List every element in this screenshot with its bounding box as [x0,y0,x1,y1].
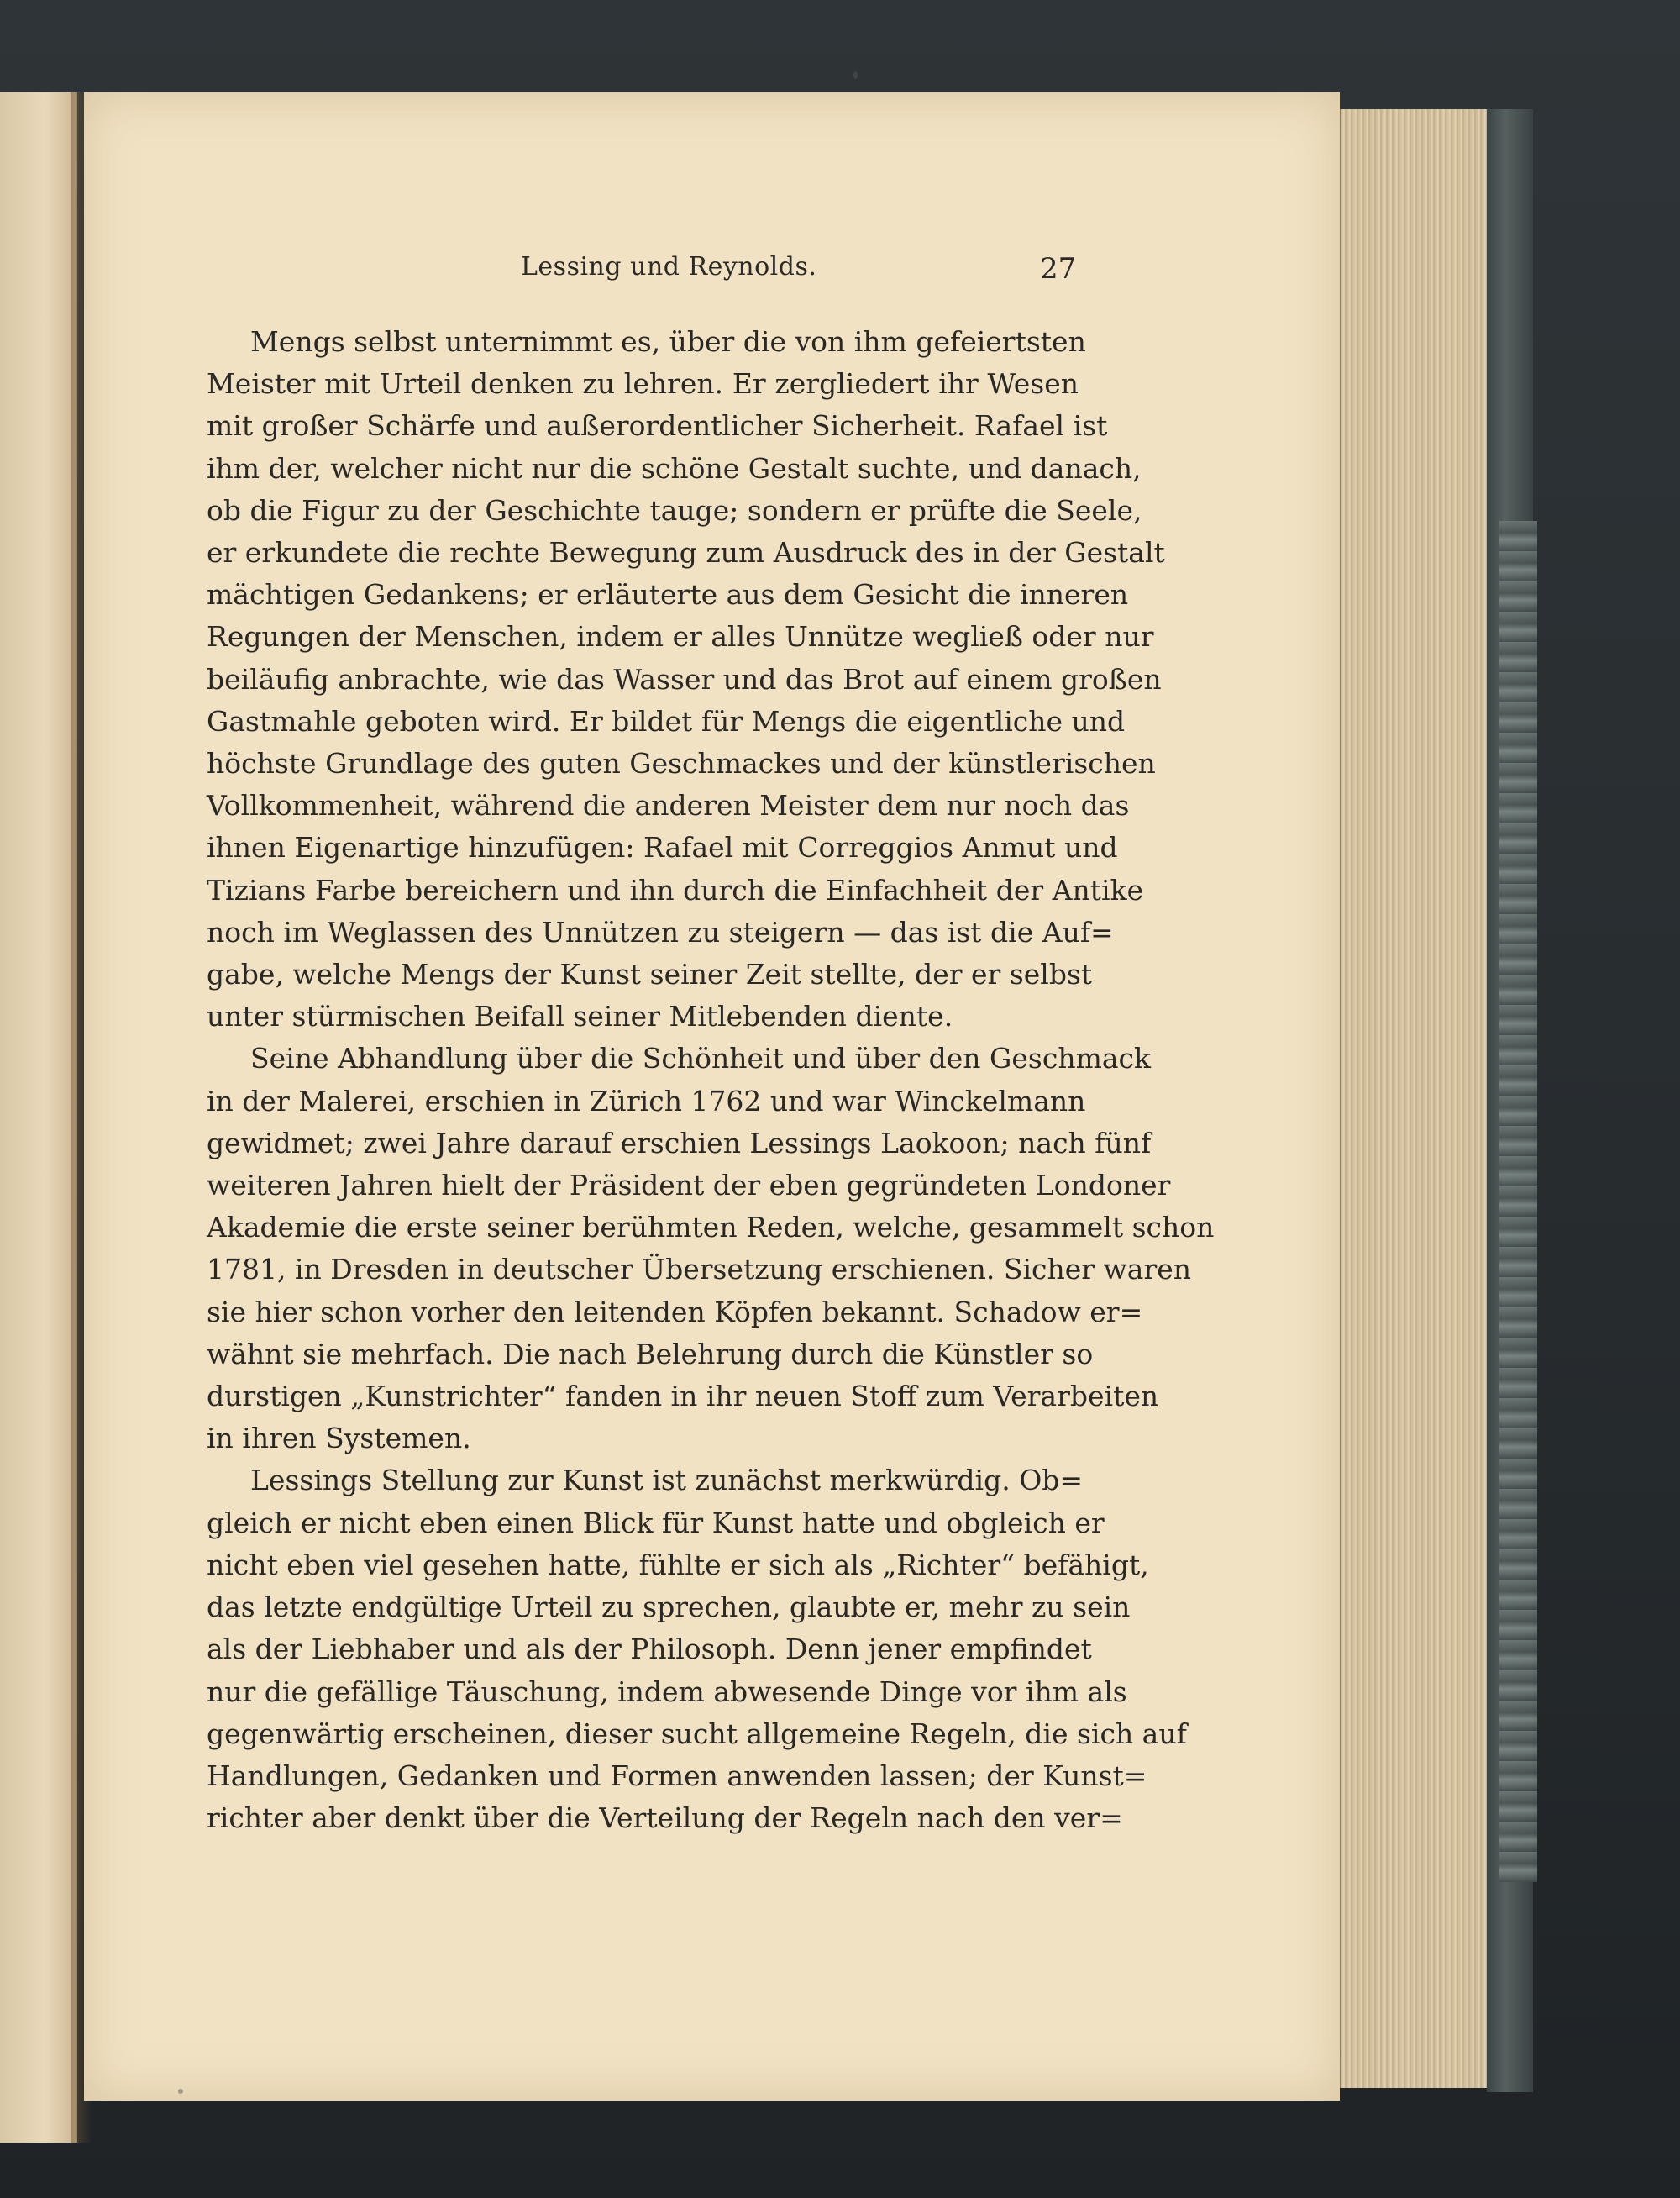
text-line: sie hier schon vorher den leitenden Köpfen bekannt. Schadow er= [207,1295,1143,1328]
text-line: Meister mit Urteil denken zu lehren. Er zergliedert ihr Wesen [207,367,1079,401]
text-line: Tizians Farbe bereichern und ihn durch die Einfachheit der Antike [207,873,1144,907]
book-binding-pattern [1499,521,1537,1882]
text-line: mit großer Schärfe und außerordentlicher Sicherheit. Rafael ist [207,409,1108,443]
scan-speck [853,71,858,79]
text-line: mächtigen Gedankens; er erläuterte aus dem Gesicht die inneren [207,578,1129,612]
page-fore-edge [1340,109,1488,2088]
text-line: Regungen der Menschen, indem er alles Unnütze wegließ oder nur [207,620,1154,654]
text-line: richter aber denkt über die Verteilung der Regeln nach den ver= [207,1801,1123,1835]
text-line: Mengs selbst unternimmt es, über die von ihm gefeiertsten [250,325,1086,358]
text-line: weiteren Jahren hielt der Präsident der eben gegründeten Londoner [207,1169,1171,1202]
page-number: 27 [1040,252,1077,286]
text-line: ob die Figur zu der Geschichte tauge; sondern er prüfte die Seele, [207,493,1142,527]
text-line: gegenwärtig erscheinen, dieser sucht allgemeine Regeln, die sich auf [207,1717,1187,1750]
text-line: nicht eben viel gesehen hatte, fühlte er sich als „Richter“ befähigt, [207,1548,1149,1581]
text-line: Akademie die erste seiner berühmten Reden, welche, gesammelt schon [207,1211,1215,1244]
text-line: als der Liebhaber und als der Philosoph. Denn jener empfindet [207,1633,1092,1666]
text-line: nur die gefällige Täuschung, indem abwesende Dinge vor ihm als [207,1675,1127,1708]
text-line: gleich er nicht eben einen Blick für Kunst hatte und obgleich er [207,1506,1105,1539]
text-line: unter stürmischen Beifall seiner Mitlebenden diente. [207,1000,953,1033]
body-text [207,321,1215,1839]
text-line: wähnt sie mehrfach. Die nach Belehrung durch die Künstler so [207,1337,1094,1370]
text-line: Lessings Stellung zur Kunst ist zunächst merkwürdig. Ob= [250,1464,1084,1497]
text-line: Handlungen, Gedanken und Formen anwenden lassen; der Kunst= [207,1759,1147,1792]
text-line: höchste Grundlage des guten Geschmackes und der künstlerischen [207,747,1156,781]
text-line: noch im Weglassen des Unnützen zu steigern — das ist die Auf= [207,915,1114,949]
text-line: in ihren Systemen. [207,1422,471,1455]
running-title: Lessing und Reynolds. [521,252,817,281]
previous-page-edge [0,92,77,2143]
text-line: gabe, welche Mengs der Kunst seiner Zeit stellte, der er selbst [207,958,1093,991]
text-line: Gastmahle geboten wird. Er bildet für Mengs die eigentliche und [207,704,1126,738]
text-line: ihm der, welcher nicht nur die schöne Gestalt suchte, und danach, [207,451,1142,485]
page-header [84,252,1340,302]
text-line: ihnen Eigenartige hinzufügen: Rafael mit Correggios Anmut und [207,831,1118,865]
text-line: Vollkommenheit, während die anderen Meister dem nur noch das [207,789,1130,823]
text-line: beiläufig anbrachte, wie das Wasser und das Brot auf einem großen [207,662,1162,696]
text-line: in der Malerei, erschien in Zürich 1762 und war Winckelmann [207,1084,1086,1117]
text-line: Seine Abhandlung über die Schönheit und über den Geschmack [250,1042,1152,1075]
text-line: er erkundete die rechte Bewegung zum Ausdruck des in der Gestalt [207,536,1165,570]
text-line: das letzte endgültige Urteil zu sprechen, glaubte er, mehr zu sein [207,1591,1131,1624]
text-line: durstigen „Kunstrichter“ fanden in ihr neuen Stoff zum Verarbeiten [207,1380,1159,1413]
text-line: 1781, in Dresden in deutscher Übersetzung erschienen. Sicher waren [207,1253,1191,1286]
text-line: gewidmet; zwei Jahre darauf erschien Lessings Laokoon; nach fünf [207,1126,1152,1159]
scan-speck [178,2089,183,2094]
book-page [84,92,1340,2101]
